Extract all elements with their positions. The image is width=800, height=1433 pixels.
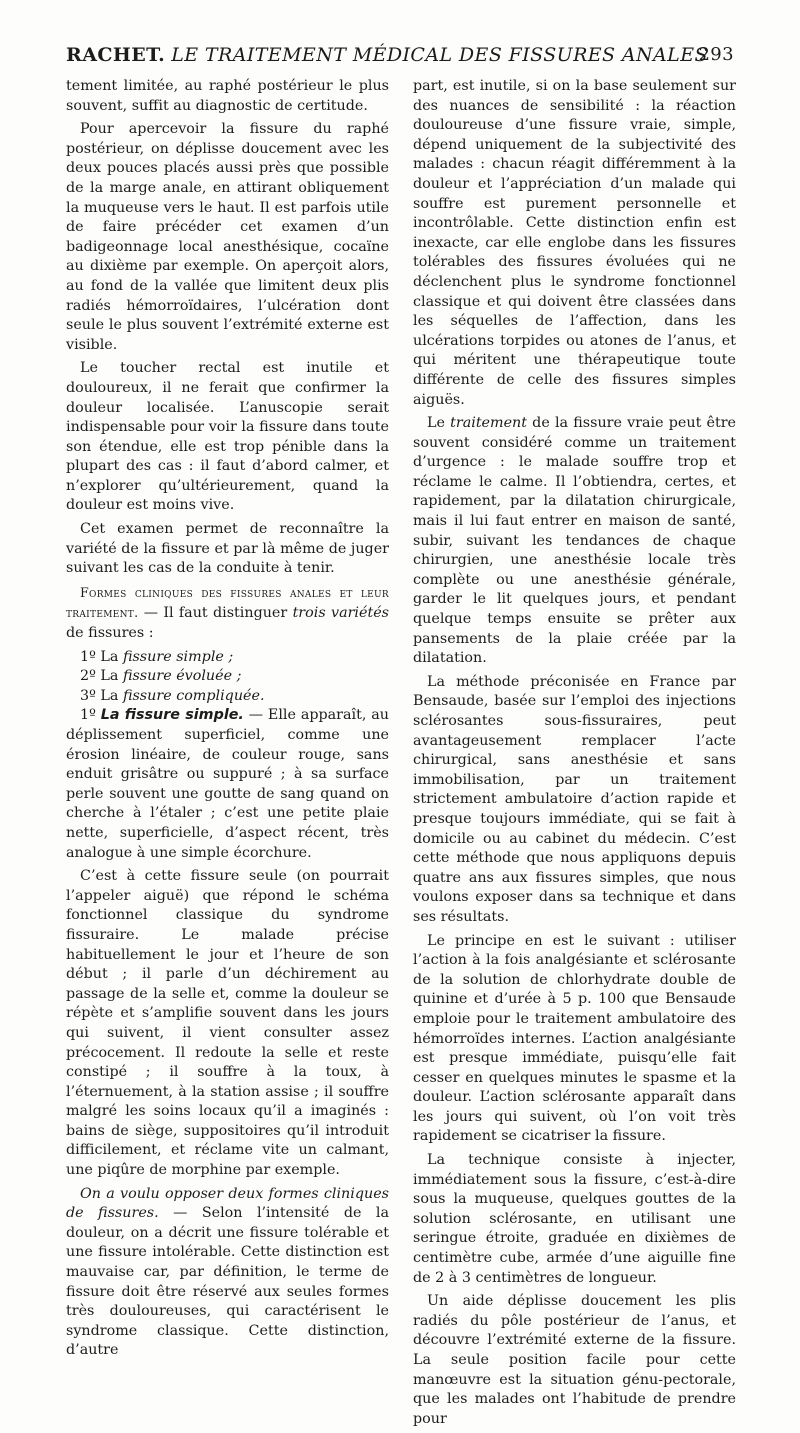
variety-list: [66, 648, 389, 707]
text-run: — Selon l’intensité de la douleur, on a décrit une fissure tolérable et une fissure intolérable. Cette distinction est mauvaise car, par définition, le terme de fissure doit être réservé aux seules formes très douloureuses, qui caractérisent le syndrome classique. Cette distinction, d’autre: [66, 1205, 389, 1359]
subsection-number: 1º: [80, 707, 101, 724]
paragraph: Le principe en est le suivant : utiliser l’action à la fois analgésiante et sclérosante de la solution de chlorhydrate double de quinine et d’urée à 5 p. 100 que Bensaude emploie pour le traitement ambulatoire des hémorroïdes internes. L’action analgésiante est presque immédiate, puisqu’elle fait cesser en quelques minutes le spasme et la douleur. L’action sclérosante apparaît dans les jours qui suivent, où l’on voit très rapidement se cicatriser la fissure.: [413, 932, 736, 1145]
paragraph: Le traitement de la fissure vraie peut être souvent considéré comme un traitement d’urgence : le malade souffre trop et réclame le calme. Il l’obtiendra, certes, et rapidement, par la dilatation chirurgicale, mais il lui faut entrer en maison de santé, subir, suivant les tendances de chaque chirurgien, une anesthésie locale très complète ou une anesthésie générale, garder le lit quelques jours, et pendant quelque temps ensuite se prêter aux pansements de la plaie créée par la dilatation.: [413, 415, 737, 667]
text-run: — Elle apparaît, au déplissement superficiel, comme une érosion linéaire, de couleur rouge, sans enduit grisâtre ou suppuré ; à sa surface perle souvent une goutte de sang quand on cherche à l’étaler ; c’est une petite plaie nette, superficielle, d’aspect récent, très analogue à une simple écorchure.: [66, 707, 390, 861]
paragraph: Le toucher rectal est inutile et douloureux, il ne ferait que confirmer la douleur localisée. L’anuscopie serait indispensable pour voir la fissure dans toute son étendue, elle est trop pénible dans la plupart des cas : il faut d’abord calmer, et n’explorer qu’ultérieurement, quand la douleur est moins vive.: [66, 360, 389, 514]
section-heading: Formes cliniques des fissures anales et leur traitement.: [66, 584, 389, 621]
paragraph: [66, 1185, 389, 1361]
running-header: [66, 44, 734, 74]
emphasis: traitement: [450, 415, 527, 432]
subsection-heading: La fissure simple.: [100, 707, 244, 724]
paragraph: C’est à cette fissure seule (on pourrait l’appeler aiguë) que répond le schéma fonctionnel classique du syndrome fissuraire. Le malade précise habituellement le jour et l’heure de son début ; il parle d’un déchirement au passage de la selle et, comme la douleur se répète et s’amplifie souvent dans les jours qui suivent, il vient consulter assez précocement. Il redoute la selle et reste constipé ; il souffre à la toux, à l’éternuement, à la station assise ; il souffre malgré les soins locaux qu’il a imaginés : bains de siège, suppositoires qu’il introduit difficilement, et réclame vite un calmant, une piqûre de morphine par exemple.: [66, 868, 389, 1179]
list-item: 1º La fissure simple ;: [80, 648, 234, 665]
paragraph: Un aide déplisse doucement les plis radiés du pôle postérieur de l’anus, et découvre l’extrémité externe de la fissure. La seule position facile pour cette manœuvre est la situation génu-pectorale, que les malades ont l’habitude de prendre pour: [413, 1293, 736, 1427]
paragraph: La technique consiste à injecter, immédiatement sous la fissure, c’est-à-dire sous la muqueuse, quelques gouttes de la solution sclérosante, en utilisant une seringue étroite, graduée en dixièmes de centimètre cube, armée d’une aiguille fine de 2 à 3 centimètres de longueur.: [413, 1152, 736, 1286]
header-title: LE TRAITEMENT MÉDICAL DES FISSURES ANALES: [171, 44, 708, 66]
paragraph: part, est inutile, si on la base seulement sur des nuances de sensibilité : la réaction douloureuse d’une fissure vraie, simple, dépend uniquement de la subjectivité des malades : chacun réagit différemment à la douleur et l’appréciation d’un malade qui souffre est purement personnelle et incontrôlable. Cette distinction enfin est inexacte, car elle englobe dans les fissures tolérables des fissures évoluées qui ne déclenchent plus le syndrome fonctionnel classique et qui doivent être classées dans les séquelles de l’affection, dans les ulcérations torpides ou atones de l’anus, et qui méritent une thérapeutique toute différente de celle des fissures simples aiguës.: [413, 78, 736, 408]
emphasis: trois variétés: [292, 605, 390, 622]
left-column: [66, 77, 389, 1365]
right-column: [413, 77, 736, 1433]
paragraph: La méthode préconisée en France par Bensaude, basée sur l’emploi des injections sclérosantes sous-fissuraires, peut avantageusement remplacer l’acte chirurgical, sans anesthésie et sans immobilisation, par un traitement strictement ambulatoire d’action rapide et presque toujours immédiate, qui se fait à domicile ou au cabinet du médecin. C’est cette méthode que nous appliquons depuis quatre ans aux fissures simples, que nous voulons exposer dans sa technique et dans ses résultats.: [413, 673, 736, 925]
section-heading-paragraph: [66, 583, 389, 644]
text-run: — Il faut distinguer: [138, 605, 293, 622]
paragraph: tement limitée, au raphé postérieur le plus souvent, suffit au diagnostic de certitude.: [66, 78, 389, 114]
list-item: 3º La fissure compliquée.: [80, 687, 265, 704]
text-run: de fissures :: [66, 625, 154, 642]
subsection-paragraph: [66, 706, 389, 863]
paragraph: Cet examen permet de reconnaître la variété de la fissure et par là même de juger suivant les cas de la conduite à tenir.: [66, 521, 389, 577]
list-item: 2º La fissure évoluée ;: [80, 668, 242, 685]
header-author: RACHET.: [66, 44, 166, 66]
page-number: 293: [698, 44, 734, 65]
emphasis: On a voulu opposer deux formes cliniques de fissures.: [66, 1185, 389, 1222]
paragraph: Pour apercevoir la fissure du raphé postérieur, on déplisse doucement avec les deux pouces placés aussi près que possible de la marge anale, en attirant obliquement la muqueuse vers le haut. Il est parfois utile de faire précéder cet examen d’un badigeonnage local anesthésique, cocaïne au dixième par exemple. On aperçoit alors, au fond de la vallée que limitent deux plis radiés hémorroïdaires, l’ulcération dont seule le plus souvent l’extrémité externe est visible.: [66, 121, 389, 353]
